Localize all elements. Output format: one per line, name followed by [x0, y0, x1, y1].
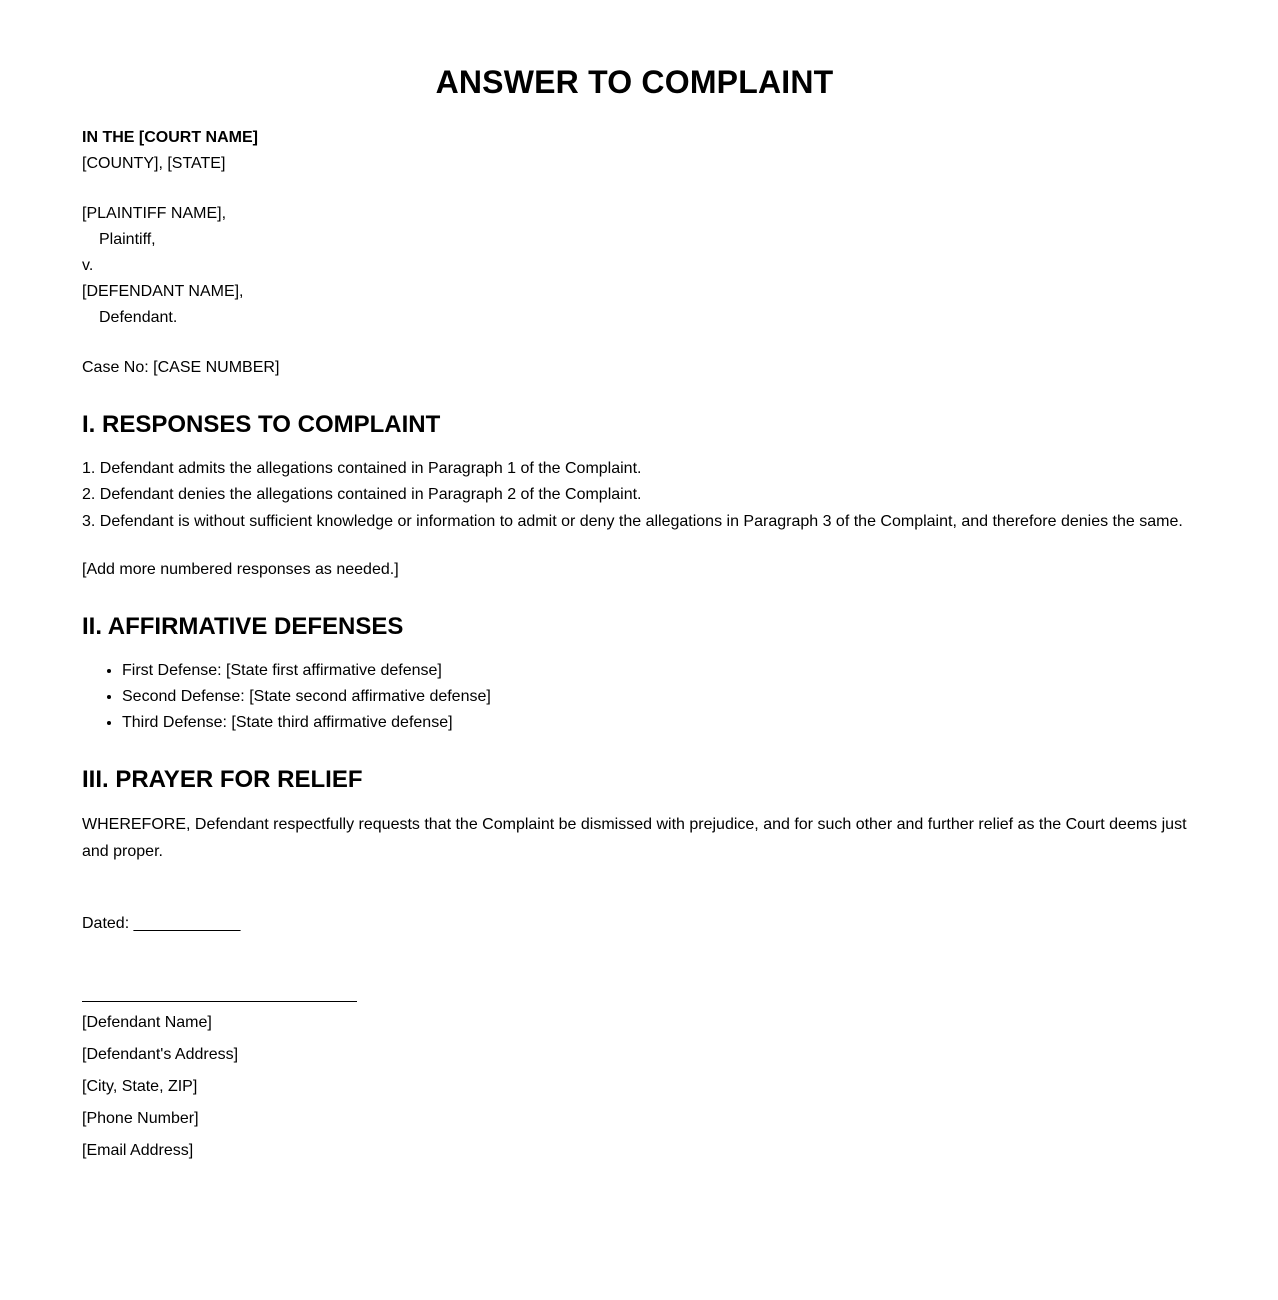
- prayer-body: WHEREFORE, Defendant respectfully requests that the Complaint be dismissed with prejudice, and for such other and further relief as the Court deems just and proper.: [82, 815, 1187, 860]
- defendant-name-placeholder: [Defendant Name]: [82, 1013, 212, 1031]
- defense-item: • Third Defense: [State third affirmative defense]: [122, 710, 1187, 736]
- response-item: 1. Defendant admits the allegations contained in Paragraph 1 of the Complaint.: [82, 459, 642, 477]
- phone-number-placeholder: [Phone Number]: [82, 1109, 199, 1127]
- signature-line: [82, 1001, 357, 1002]
- response-item: 3. Defendant is without sufficient knowledge or information to admit or deny the allegations in Paragraph 3 of the Complaint, and therefore denies the same.: [82, 512, 1183, 530]
- court-block: [82, 125, 1187, 177]
- city-state-zip-placeholder: [City, State, ZIP]: [82, 1077, 198, 1095]
- section-defenses: [82, 613, 1187, 736]
- responses-note: [Add more numbered responses as needed.]: [82, 561, 399, 579]
- court-name-line: IN THE [COURT NAME]: [82, 128, 258, 146]
- responses-heading: I. RESPONSES TO COMPLAINT: [82, 410, 441, 438]
- email-address-placeholder: [Email Address]: [82, 1141, 194, 1159]
- spacer: [82, 177, 1187, 201]
- case-number-line: Case No: [CASE NUMBER]: [82, 358, 280, 376]
- defendant-address-placeholder: [Defendant's Address]: [82, 1045, 239, 1063]
- answer-to-complaint-document: [82, 64, 1187, 1160]
- plaintiff-name-line: [PLAINTIFF NAME],: [82, 204, 227, 222]
- dated-line: Dated: ____________: [82, 914, 241, 932]
- county-state-line: [COUNTY], [STATE]: [82, 154, 226, 172]
- defense-item: • Second Defense: [State second affirmative defense]: [122, 684, 1187, 710]
- defendant-name-line: [DEFENDANT NAME],: [82, 282, 244, 300]
- document-title: ANSWER TO COMPLAINT: [435, 64, 834, 100]
- spacer: [82, 331, 1187, 355]
- defendant-role-line: Defendant.: [99, 308, 178, 326]
- plaintiff-role-line: Plaintiff,: [99, 230, 156, 248]
- section-responses: [82, 411, 1187, 583]
- signature-block: [82, 911, 1187, 1160]
- versus-line: v.: [82, 256, 94, 274]
- case-caption: [82, 201, 1187, 331]
- defendant-contact-block: [82, 1013, 1187, 1160]
- section-prayer: [82, 766, 1187, 865]
- defense-item: • First Defense: [State first affirmative defense]: [122, 658, 1187, 684]
- defense-list: [82, 658, 1187, 736]
- prayer-heading: III. PRAYER FOR RELIEF: [82, 765, 363, 793]
- response-item: 2. Defendant denies the allegations contained in Paragraph 2 of the Complaint.: [82, 486, 642, 504]
- defenses-heading: II. AFFIRMATIVE DEFENSES: [82, 613, 404, 641]
